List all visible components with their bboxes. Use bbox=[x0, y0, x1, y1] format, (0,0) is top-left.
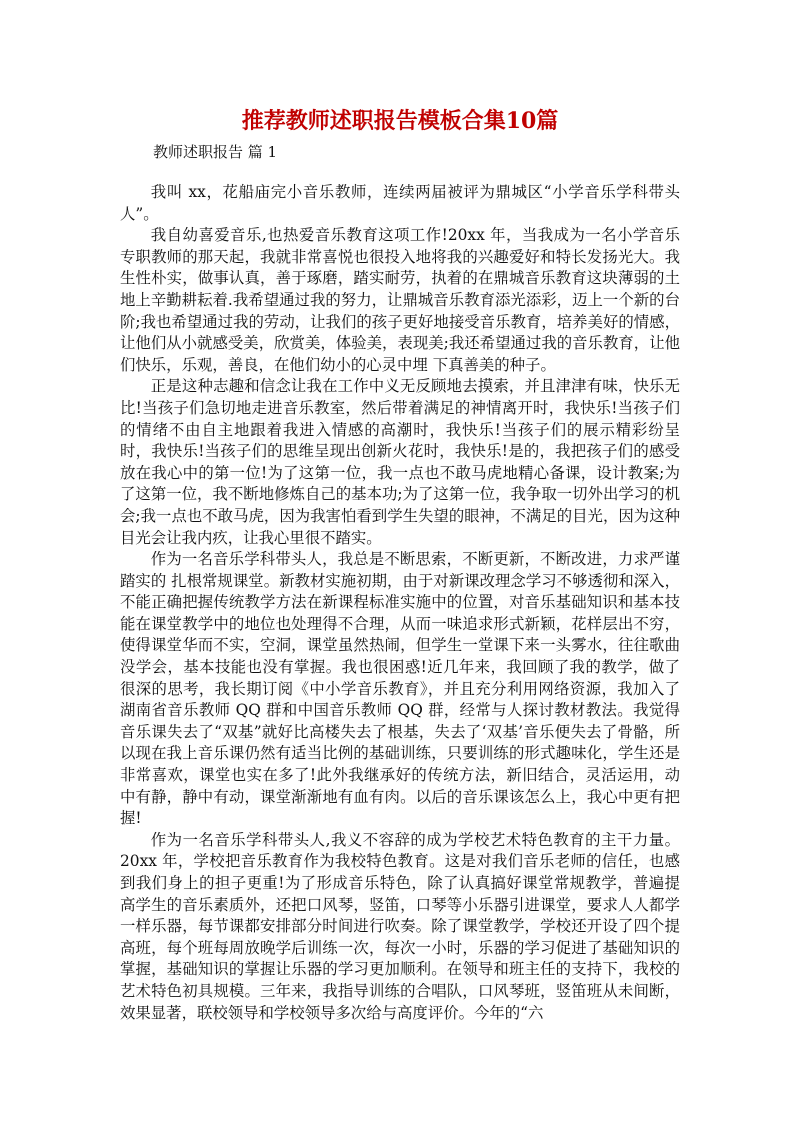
paragraph: 正是这种志趣和信念让我在工作中义无反顾地去摸索，并且津津有味，快乐无比!当孩子们急切地走进音乐教室，然后带着满足的神情离开时，我快乐!当孩子们的情绪不由自主地跟着我进入情感的高潮时，我快乐!当孩子们的展示精彩纷呈时，我快乐!当孩子们的思维呈现出创新火花时，我快乐!是的，我把孩子们的感受放在我心中的第一位!为了这第一位，我一点也不敢马虎地精心备课，设计教案;为了这第一位，我不断地修炼自己的基本功;为了这第一位，我争取一切外出学习的机会;我一点也不敢马虎，因为我害怕看到学生失望的眼神，不满足的目光，因为这种目光会让我内疚，让我心里很不踏实。 bbox=[120, 377, 680, 547]
section-subtitle: 教师述职报告 篇 1 bbox=[153, 143, 278, 161]
paragraph: 我自幼喜爱音乐,也热爱音乐教育这项工作!20xx 年，当我成为一名小学音乐专职教师的那天起，我就非常喜悦也很投入地将我的兴趣爱好和特长发扬光大。我生性朴实，做事认真，善于琢磨，踏实耐劳，执着的在鼎城音乐教育这块薄弱的土地上辛勤耕耘着.我希望通过我的努力，让鼎城音乐教育添光添彩，迈上一个新的台阶;我也希望通过我的劳动，让我们的孩子更好地接受音乐教育，培养美好的情感，让他们从小就感受美，欣赏美，体验美，表现美;我还希望通过我的音乐教育，让他们快乐，乐观，善良，在他们幼小的心灵中埋 下真善美的种子。 bbox=[120, 226, 680, 374]
paragraph: 作为一名音乐学科带头人,我义不容辞的成为学校艺术特色教育的主干力量。20xx 年，学校把音乐教育作为我校特色教育。这是对我们音乐老师的信任，也感到我们身上的担子更重!为了形成音乐特色，除了认真搞好课堂常规教学，普遍提高学生的音乐素质外，还把口风琴，竖笛，口琴等小乐器引进课堂，要求人人都学一样乐器，每节课都安排部分时间进行吹奏。除了课堂教学，学校还开设了四个提高班，每个班每周放晚学后训练一次，每次一小时，乐器的学习促进了基础知识的掌握，基础知识的掌握让乐器的学习更加顺利。在领导和班主任的支持下，我校的艺术特色初具规模。三年来，我指导训练的合唱队，口风琴班，竖笛班从未间断，效果显著，联校领导和学校领导多次给与高度评价。今年的“六 bbox=[120, 830, 680, 1022]
document-body bbox=[120, 182, 680, 1024]
document-title: 推荐教师述职报告模板合集10篇 bbox=[241, 108, 559, 134]
paragraph: 我叫 xx，花船庙完小音乐教师，连续两届被评为鼎城区“小学音乐学科带头人”。 bbox=[120, 183, 680, 223]
paragraph: 作为一名音乐学科带头人，我总是不断思索，不断更新，不断改进，力求严谨踏实的 扎根常规课堂。新教材实施初期，由于对新课改理念学习不够透彻和深入，不能正确把握传统教学方法在新课程标准实施中的位置，对音乐基础知识和基本技能在课堂教学中的地位也处理得不合理，从而一味追求形式新颖，花样层出不穷，使得课堂华而不实，空洞，课堂虽然热闹，但学生一堂课下来一头雾水，往往歌曲没学会，基本技能也没有掌握。我也很困惑!近几年来，我回顾了我的教学，做了很深的思考，我长期订阅《中小学音乐教育》，并且充分利用网络资源，我加入了湖南省音乐教师 QQ 群和中国音乐教师 QQ 群，经常与人探讨教材教法。我觉得音乐课失去了“双基”就好比高楼失去了根基，失去了‘双基’音乐便失去了骨骼，所以现在我上音乐课仍然有适当比例的基础训练，只要训练的形式趣味化，学生还是非常喜欢，课堂也实在多了!此外我继承好的传统方法，新旧结合，灵活运用，动中有静，静中有动，课堂渐渐地有血有肉。以后的音乐课该怎么上，我心中更有把握! bbox=[120, 550, 680, 828]
